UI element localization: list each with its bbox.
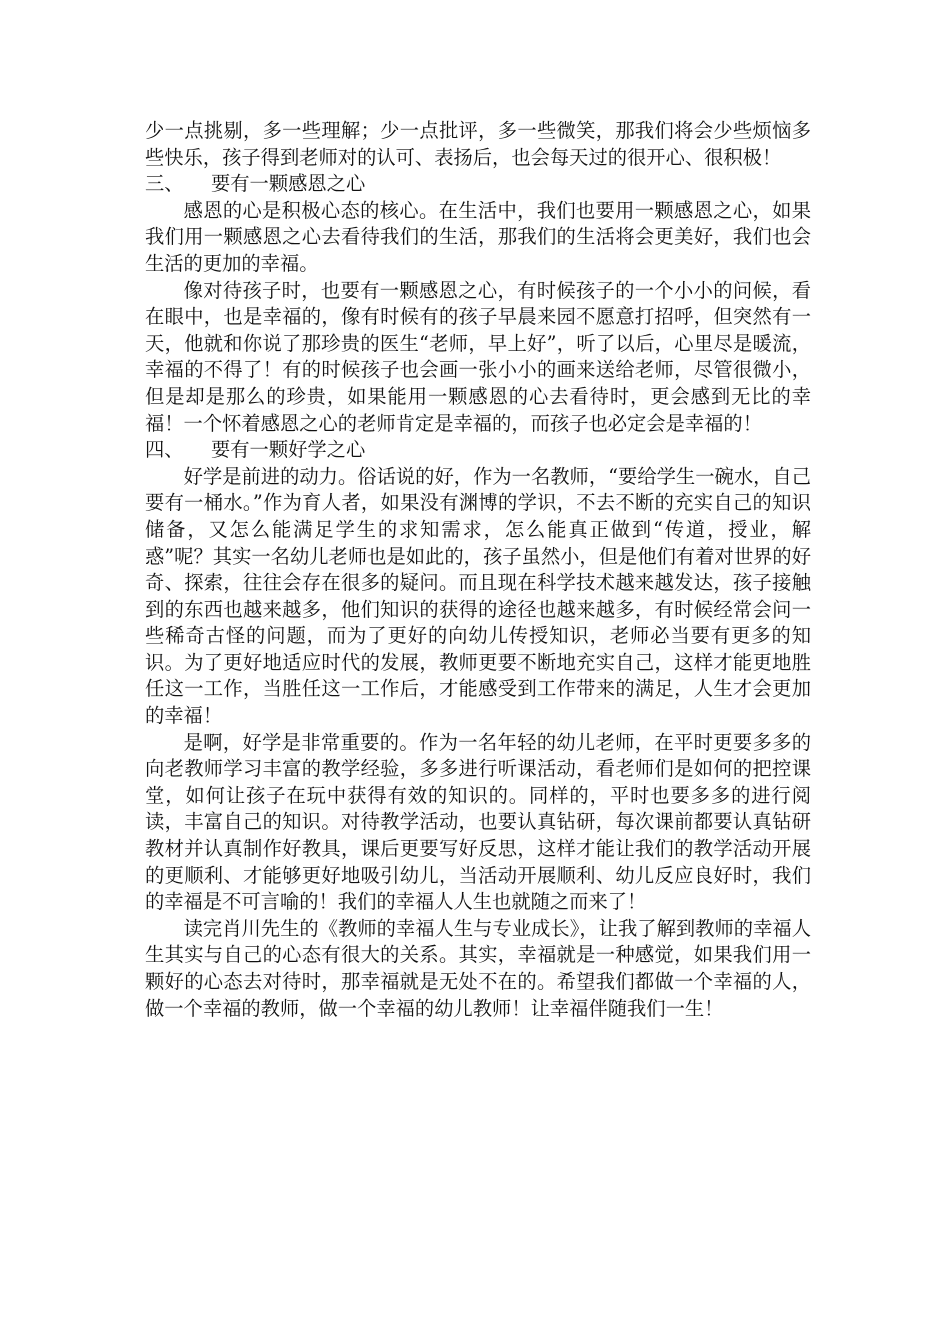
paragraph-conclusion: 读完肖川先生的《教师的幸福人生与专业成长》，让我了解到教师的幸福人生其实与自己的心态有很大的关系。其实，幸福就是一种感觉，如果我们用一颗好的心态去对待时，那幸福就是无处不在的。希望我们都做一个幸福的人，做一个幸福的教师，做一个幸福的幼儿教师！让幸福伴随我们一生！	[145, 916, 811, 1020]
paragraph-gratitude-core: 感恩的心是积极心态的核心。在生活中，我们也要用一颗感恩之心，如果我们用一颗感恩之心去看待我们的生活，那我们的生活将会更美好，我们也会生活的更加的幸福。	[145, 198, 811, 275]
paragraph-intro-continued: 少一点挑剔，多一些理解；少一点批评，多一些微笑，那我们将会少些烦恼多些快乐，孩子得到老师对的认可、表扬后，也会每天过的很开心、很积极！	[145, 119, 811, 169]
section-heading-learning	[145, 437, 811, 464]
section-number: 四、	[145, 438, 184, 462]
section-title: 要有一颗好学之心	[211, 438, 366, 462]
section-heading-gratitude	[145, 171, 811, 198]
paragraph-learning-importance: 是啊，好学是非常重要的。作为一名年轻的幼儿老师，在平时更要多多的向老教师学习丰富的教学经验，多多进行听课活动，看老师们是如何的把控课堂，如何让孩子在玩中获得有效的知识的。同样的，平时也要多多的进行阅读，丰富自己的知识。对待教学活动，也要认真钻研，每次课前都要认真钻研教材并认真制作好教具，课后更要写好反思，这样才能让我们的教学活动开展的更顺利、才能够更好地吸引幼儿，当活动开展顺利、幼儿反应良好时，我们的幸福是不可言喻的！我们的幸福人人生也就随之而来了！	[145, 730, 811, 914]
paragraph-learning-motivation: 好学是前进的动力。俗话说的好，作为一名教师，“要给学生一碗水，自己要有一桶水。”作为育人者，如果没有渊博的学识，不去不断的充实自己的知识储备，又怎么能满足学生的求知需求，怎么能真正做到“传道，授业，解惑”呢？其实一名幼儿老师也是如此的，孩子虽然小，但是他们有着对世界的好奇、探索，往往会存在很多的疑问。而且现在科学技术越来越发达，孩子接触到的东西也越来越多，他们知识的获得的途径也越来越多，有时候经常会问一些稀奇古怪的问题，而为了更好的向幼儿传授知识，老师必当要有更多的知识。为了更好地适应时代的发展，教师更要不断地充实自己，这样才能更地胜任这一工作，当胜任这一工作后，才能感受到工作带来的满足，人生才会更加的幸福！	[145, 464, 811, 728]
paragraph-gratitude-children: 像对待孩子时，也要有一颗感恩之心，有时候孩子的一个小小的问候，看在眼中，也是幸福的，像有时候有的孩子早晨来园不愿意打招呼，但突然有一天，他就和你说了那珍贵的医生“老师，早上好”，听了以后，心里尽是暖流，幸福的不得了！有的时候孩子也会画一张小小的画来送给老师，尽管很微小，但是却是那么的珍贵，如果能用一颗感恩的心去看待时，更会感到无比的幸福！一个怀着感恩之心的老师肯定是幸福的，而孩子也必定会是幸福的！	[145, 278, 811, 435]
section-number: 三、	[145, 172, 184, 196]
document-page	[145, 118, 811, 1022]
section-title: 要有一颗感恩之心	[211, 172, 366, 196]
